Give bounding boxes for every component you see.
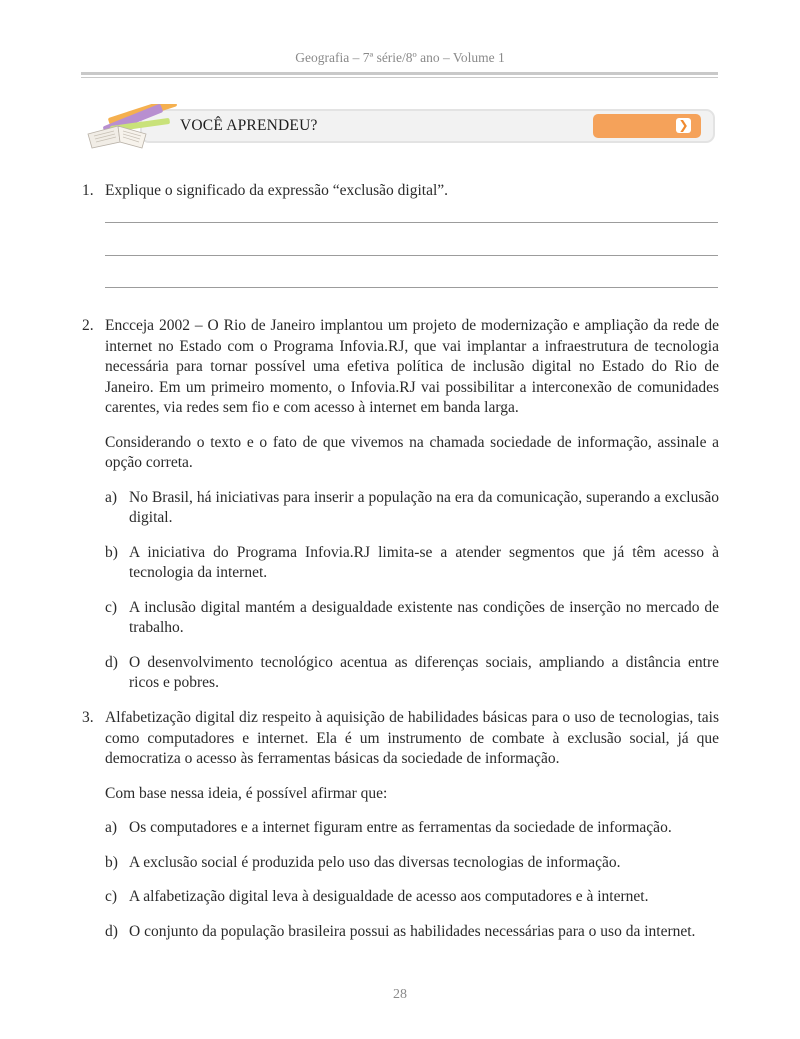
question-number: 3.	[82, 709, 94, 726]
section-title: VOCÊ APRENDEU?	[180, 117, 318, 134]
option-letter: d)	[105, 653, 118, 671]
answer-line[interactable]	[105, 287, 718, 288]
option-letter: a)	[105, 488, 118, 506]
option-text: A alfabetização digital leva à desigualdade de acesso aos computadores e à internet.	[129, 888, 649, 905]
option-text: A exclusão social é produzida pelo uso das diversas tecnologias de informação.	[129, 853, 621, 871]
answer-option-d[interactable]	[82, 922, 719, 943]
option-text: O desenvolvimento tecnológico acentua as diferenças sociais, ampliando a distância entre ricos e pobres.	[129, 653, 719, 691]
option-text: Os computadores e a internet figuram entre as ferramentas da sociedade de informação.	[129, 819, 672, 836]
question-2	[82, 316, 719, 694]
question-1	[82, 181, 719, 202]
header-rule-thin	[81, 77, 718, 78]
running-head: Geografia – 7ª série/8º ano – Volume 1	[295, 50, 505, 65]
option-letter: c)	[105, 888, 118, 905]
answer-option-d[interactable]	[82, 653, 719, 694]
option-text: O conjunto da população brasileira possui as habilidades necessárias para o uso da internet.	[129, 922, 696, 940]
header-rule	[81, 72, 718, 75]
question-text: Explique o significado da expressão “exclusão digital”.	[105, 182, 449, 199]
option-letter: a)	[105, 819, 118, 836]
option-letter: c)	[105, 598, 118, 616]
section-banner	[80, 104, 717, 148]
question-number: 2.	[82, 317, 94, 334]
answer-option-c[interactable]	[82, 598, 719, 639]
chevron-right-icon[interactable]: ❯	[676, 118, 691, 133]
option-letter: d)	[105, 922, 118, 940]
answer-option-a[interactable]	[82, 488, 719, 529]
answer-line[interactable]	[105, 255, 718, 256]
question-text: Encceja 2002 – O Rio de Janeiro implantou um projeto de modernização e ampliação da rede de internet no Estado com o Programa Infovia.RJ, que vai implantar a infraestrutura de tecnologia necessária para tornar possível uma efetiva política de inclusão digital no Estado do Rio de Janeiro. Em um primeiro momento, o Infovia.RJ vai possibilitar a interconexão de comunidades carentes, via redes sem fio e com acesso à internet em banda larga.	[105, 317, 719, 416]
option-letter: b)	[105, 543, 118, 561]
answer-line[interactable]	[105, 222, 718, 223]
answer-option-b[interactable]	[82, 543, 719, 584]
question-text: Alfabetização digital diz respeito à aquisição de habilidades básicas para o uso de tecnologias, tais como computadores e internet. Ela é um instrumento de combate à exclusão social, já que democratiza o acesso às ferramentas básicas da sociedade de informação.	[105, 709, 719, 767]
answer-option-b[interactable]	[82, 853, 719, 874]
open-book-icon	[80, 104, 180, 150]
question-number: 1.	[82, 182, 94, 199]
question-prompt: Com base nessa ideia, é possível afirmar que:	[105, 784, 388, 802]
question-3	[82, 708, 719, 942]
answer-option-c[interactable]	[82, 887, 719, 908]
option-text: A inclusão digital mantém a desigualdade existente nas condições de inserção no mercado de trabalho.	[129, 598, 719, 636]
question-prompt: Considerando o texto e o fato de que vivemos na chamada sociedade de informação, assinale a opção correta.	[105, 433, 719, 471]
option-text: No Brasil, há iniciativas para inserir a população na era da comunicação, superando a exclusão digital.	[129, 488, 719, 526]
answer-option-a[interactable]	[82, 818, 719, 839]
option-letter: b)	[105, 853, 118, 871]
option-text: A iniciativa do Programa Infovia.RJ limita-se a atender segmentos que já têm acesso à tecnologia da internet.	[129, 543, 719, 581]
page-number: 28	[393, 987, 407, 1002]
